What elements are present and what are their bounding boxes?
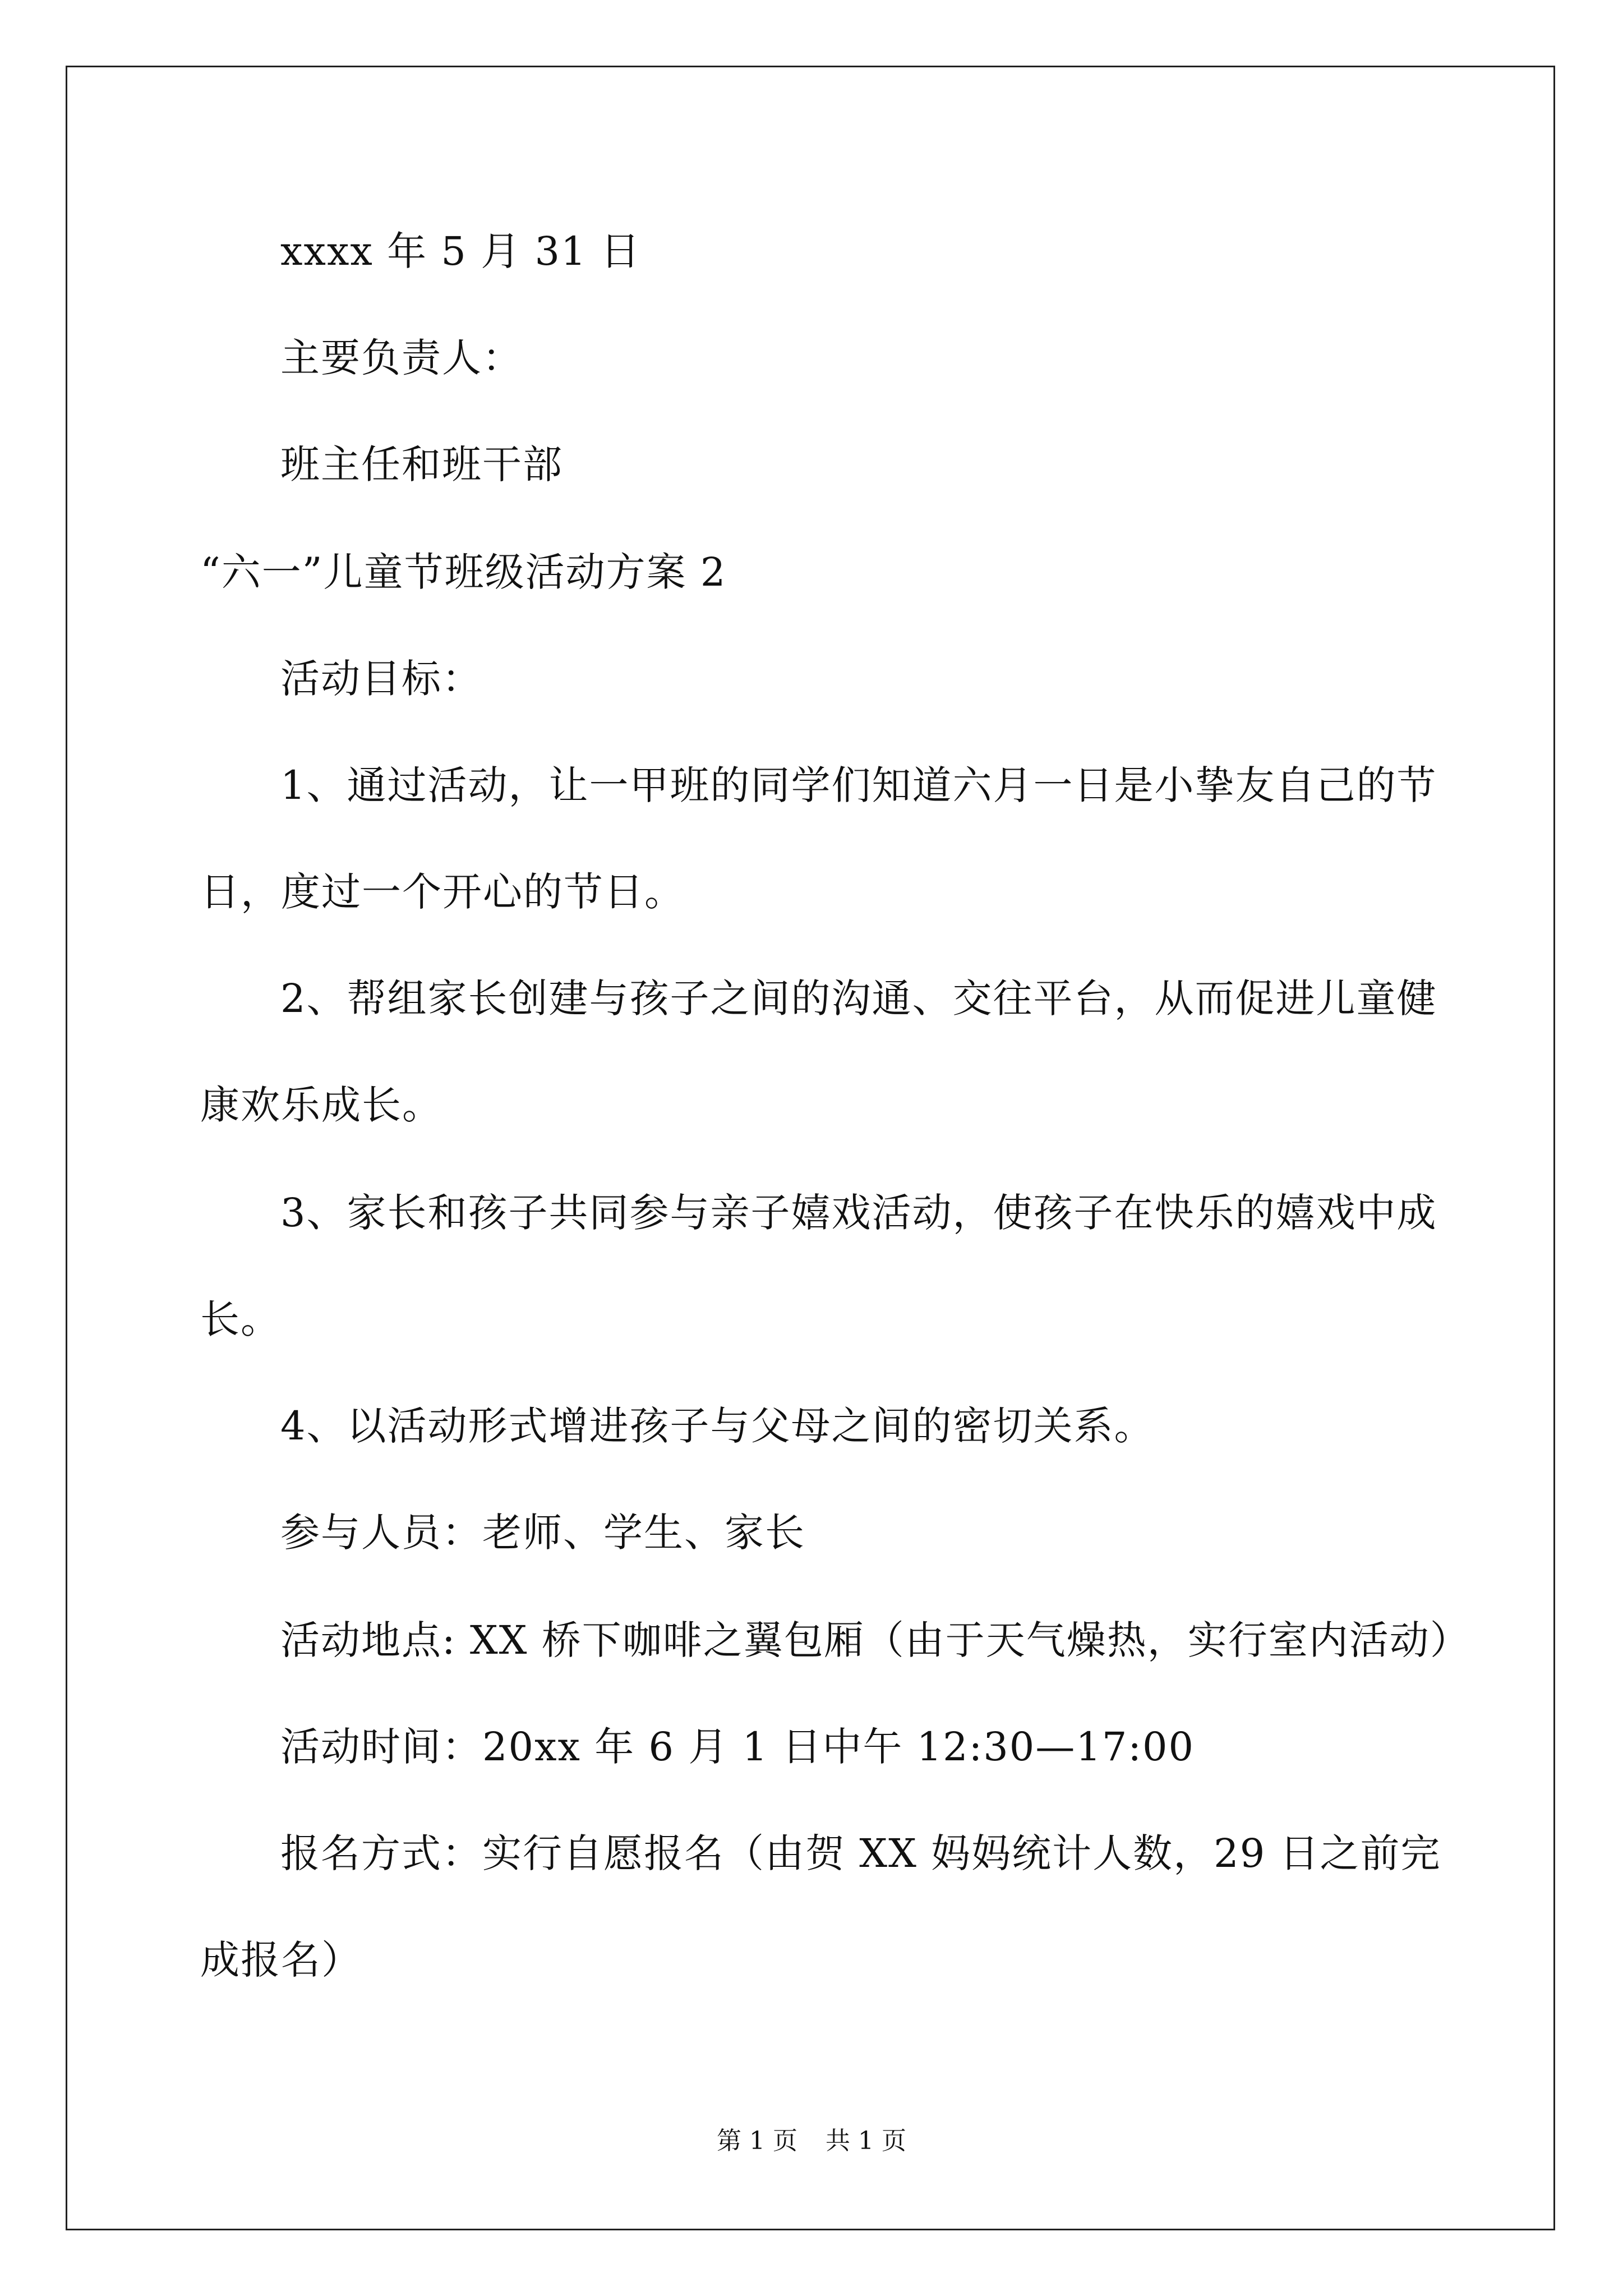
page-total: 共 1 页 xyxy=(826,2127,906,2155)
goal-2-line-1: 2、帮组家长创建与孩子之间的沟通、交往平台，从而促进儿童健 xyxy=(280,976,1437,1022)
time: 活动时间：20xx 年 6 月 1 日中午 12:30—17:00 xyxy=(280,1724,1195,1770)
goal-4: 4、以活动形式增进孩子与父母之间的密切关系。 xyxy=(280,1403,1155,1449)
section-title: “六一”儿童节班级活动方案 2 xyxy=(200,549,727,595)
location: 活动地点: XX 桥下咖啡之翼包厢（由于天气燥热，实行室内活动） xyxy=(280,1617,1470,1663)
goal-2-line-2: 康欢乐成长。 xyxy=(200,1082,442,1128)
date-line: xxxx 年 5 月 31 日 xyxy=(280,228,641,274)
goals-heading: 活动目标： xyxy=(280,656,482,702)
goal-1-line-1: 1、通过活动，让一甲班的同学们知道六月一日是小挚友自己的节 xyxy=(280,762,1437,808)
goal-1-line-2: 日，度过一个开心的节日。 xyxy=(200,869,685,915)
registration-line-1: 报名方式：实行自愿报名（由贺 XX 妈妈统计人数，29 日之前完 xyxy=(280,1830,1441,1876)
page-footer xyxy=(0,2129,1623,2154)
participants: 参与人员：老师、学生、家长 xyxy=(280,1510,805,1556)
page-number: 第 1 页 xyxy=(717,2127,797,2155)
registration-line-2: 成报名） xyxy=(200,1937,362,1983)
goal-3-line-2: 长。 xyxy=(200,1296,281,1342)
goal-3-line-1: 3、家长和孩子共同参与亲子嬉戏活动，使孩子在快乐的嬉戏中成 xyxy=(280,1190,1437,1236)
page-border xyxy=(66,66,1555,2230)
responsible-value: 班主任和班干部 xyxy=(280,441,563,487)
responsible-label: 主要负责人： xyxy=(280,335,523,381)
